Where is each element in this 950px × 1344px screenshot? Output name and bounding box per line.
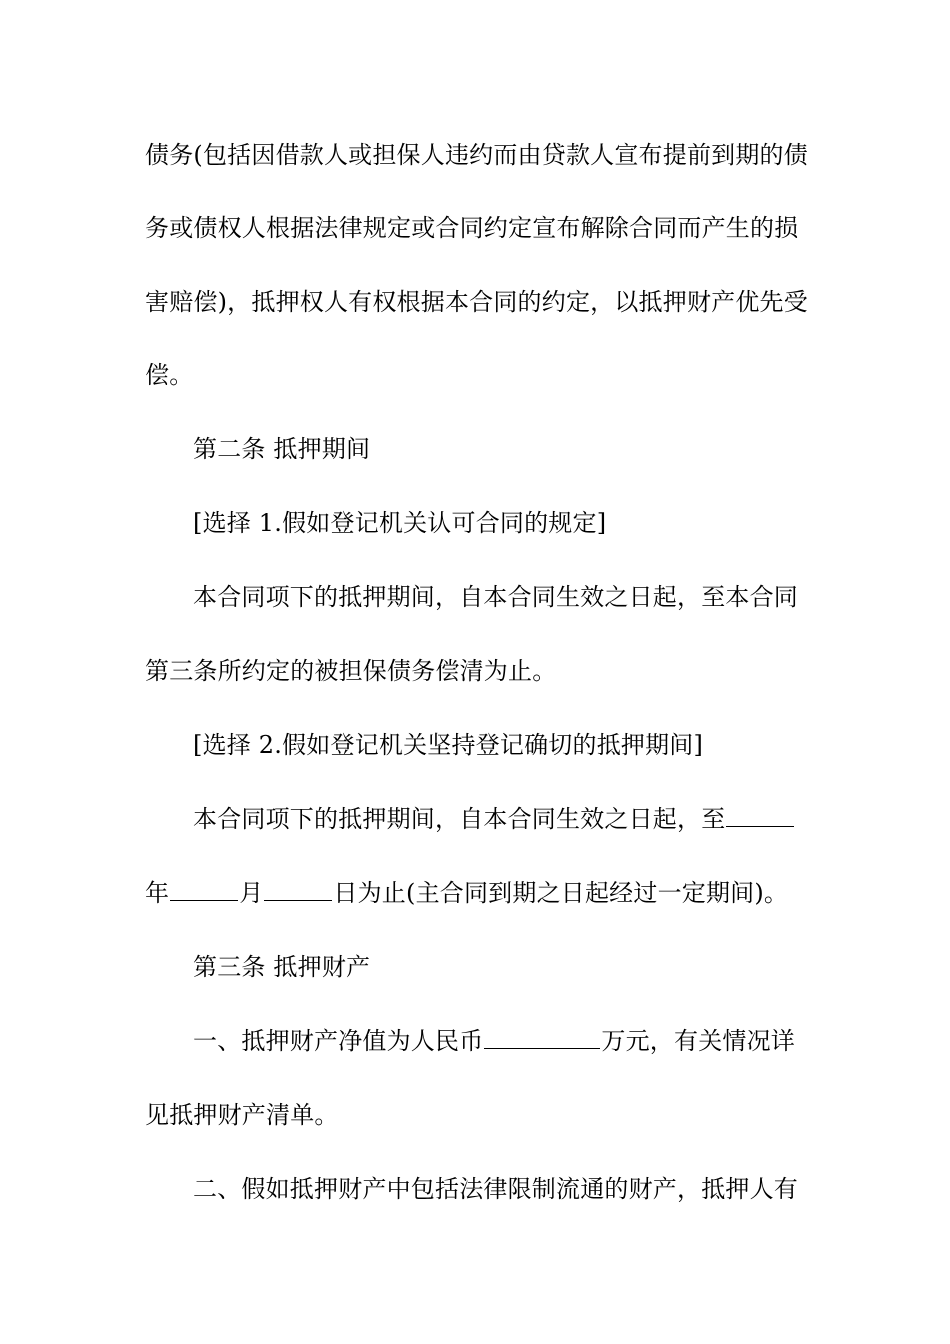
paragraph-line xyxy=(145,877,815,909)
paragraph-line: 本合同项下的抵押期间，自本合同生效之日起，至本合同 xyxy=(193,583,798,611)
paragraph-text: 本合同项下的抵押期间，自本合同生效之日起，至 xyxy=(193,805,726,833)
paragraph-line xyxy=(193,1025,863,1057)
article-2-heading: 第二条 抵押期间 xyxy=(193,435,371,463)
option-1-note: [选择 1.假如登记机关认可合同的规定] xyxy=(193,509,607,537)
paragraph-line: 见抵押财产清单。 xyxy=(145,1101,339,1129)
paragraph-line: 偿。 xyxy=(145,361,194,389)
fill-in-blank-day[interactable] xyxy=(264,878,332,901)
year-label: 年 xyxy=(145,879,170,907)
paragraph-line: 第三条所约定的被担保债务偿清为止。 xyxy=(145,657,557,685)
paragraph-line: 二、假如抵押财产中包括法律限制流通的财产，抵押人有 xyxy=(193,1175,798,1203)
paragraph-text: 日为止(主合同到期之日起经过一定期间)。 xyxy=(333,879,789,907)
fill-in-blank-year[interactable] xyxy=(726,804,794,827)
paragraph-text: 一、抵押财产净值为人民币 xyxy=(193,1027,484,1055)
fill-in-blank-amount[interactable] xyxy=(484,1026,600,1049)
fill-in-blank-month[interactable] xyxy=(170,878,238,901)
paragraph-line: 债务(包括因借款人或担保人违约而由贷款人宣布提前到期的债 xyxy=(145,141,808,169)
paragraph-line xyxy=(193,803,863,835)
article-3-heading: 第三条 抵押财产 xyxy=(193,953,371,981)
month-label: 月 xyxy=(239,879,264,907)
paragraph-text: 万元，有关情况详 xyxy=(601,1027,796,1055)
paragraph-line: 务或债权人根据法律规定或合同约定宣布解除合同而产生的损 xyxy=(145,214,799,242)
option-2-note: [选择 2.假如登记机关坚持登记确切的抵押期间] xyxy=(193,731,704,759)
paragraph-line: 害赔偿)，抵押权人有权根据本合同的约定，以抵押财产优先受 xyxy=(145,288,808,316)
